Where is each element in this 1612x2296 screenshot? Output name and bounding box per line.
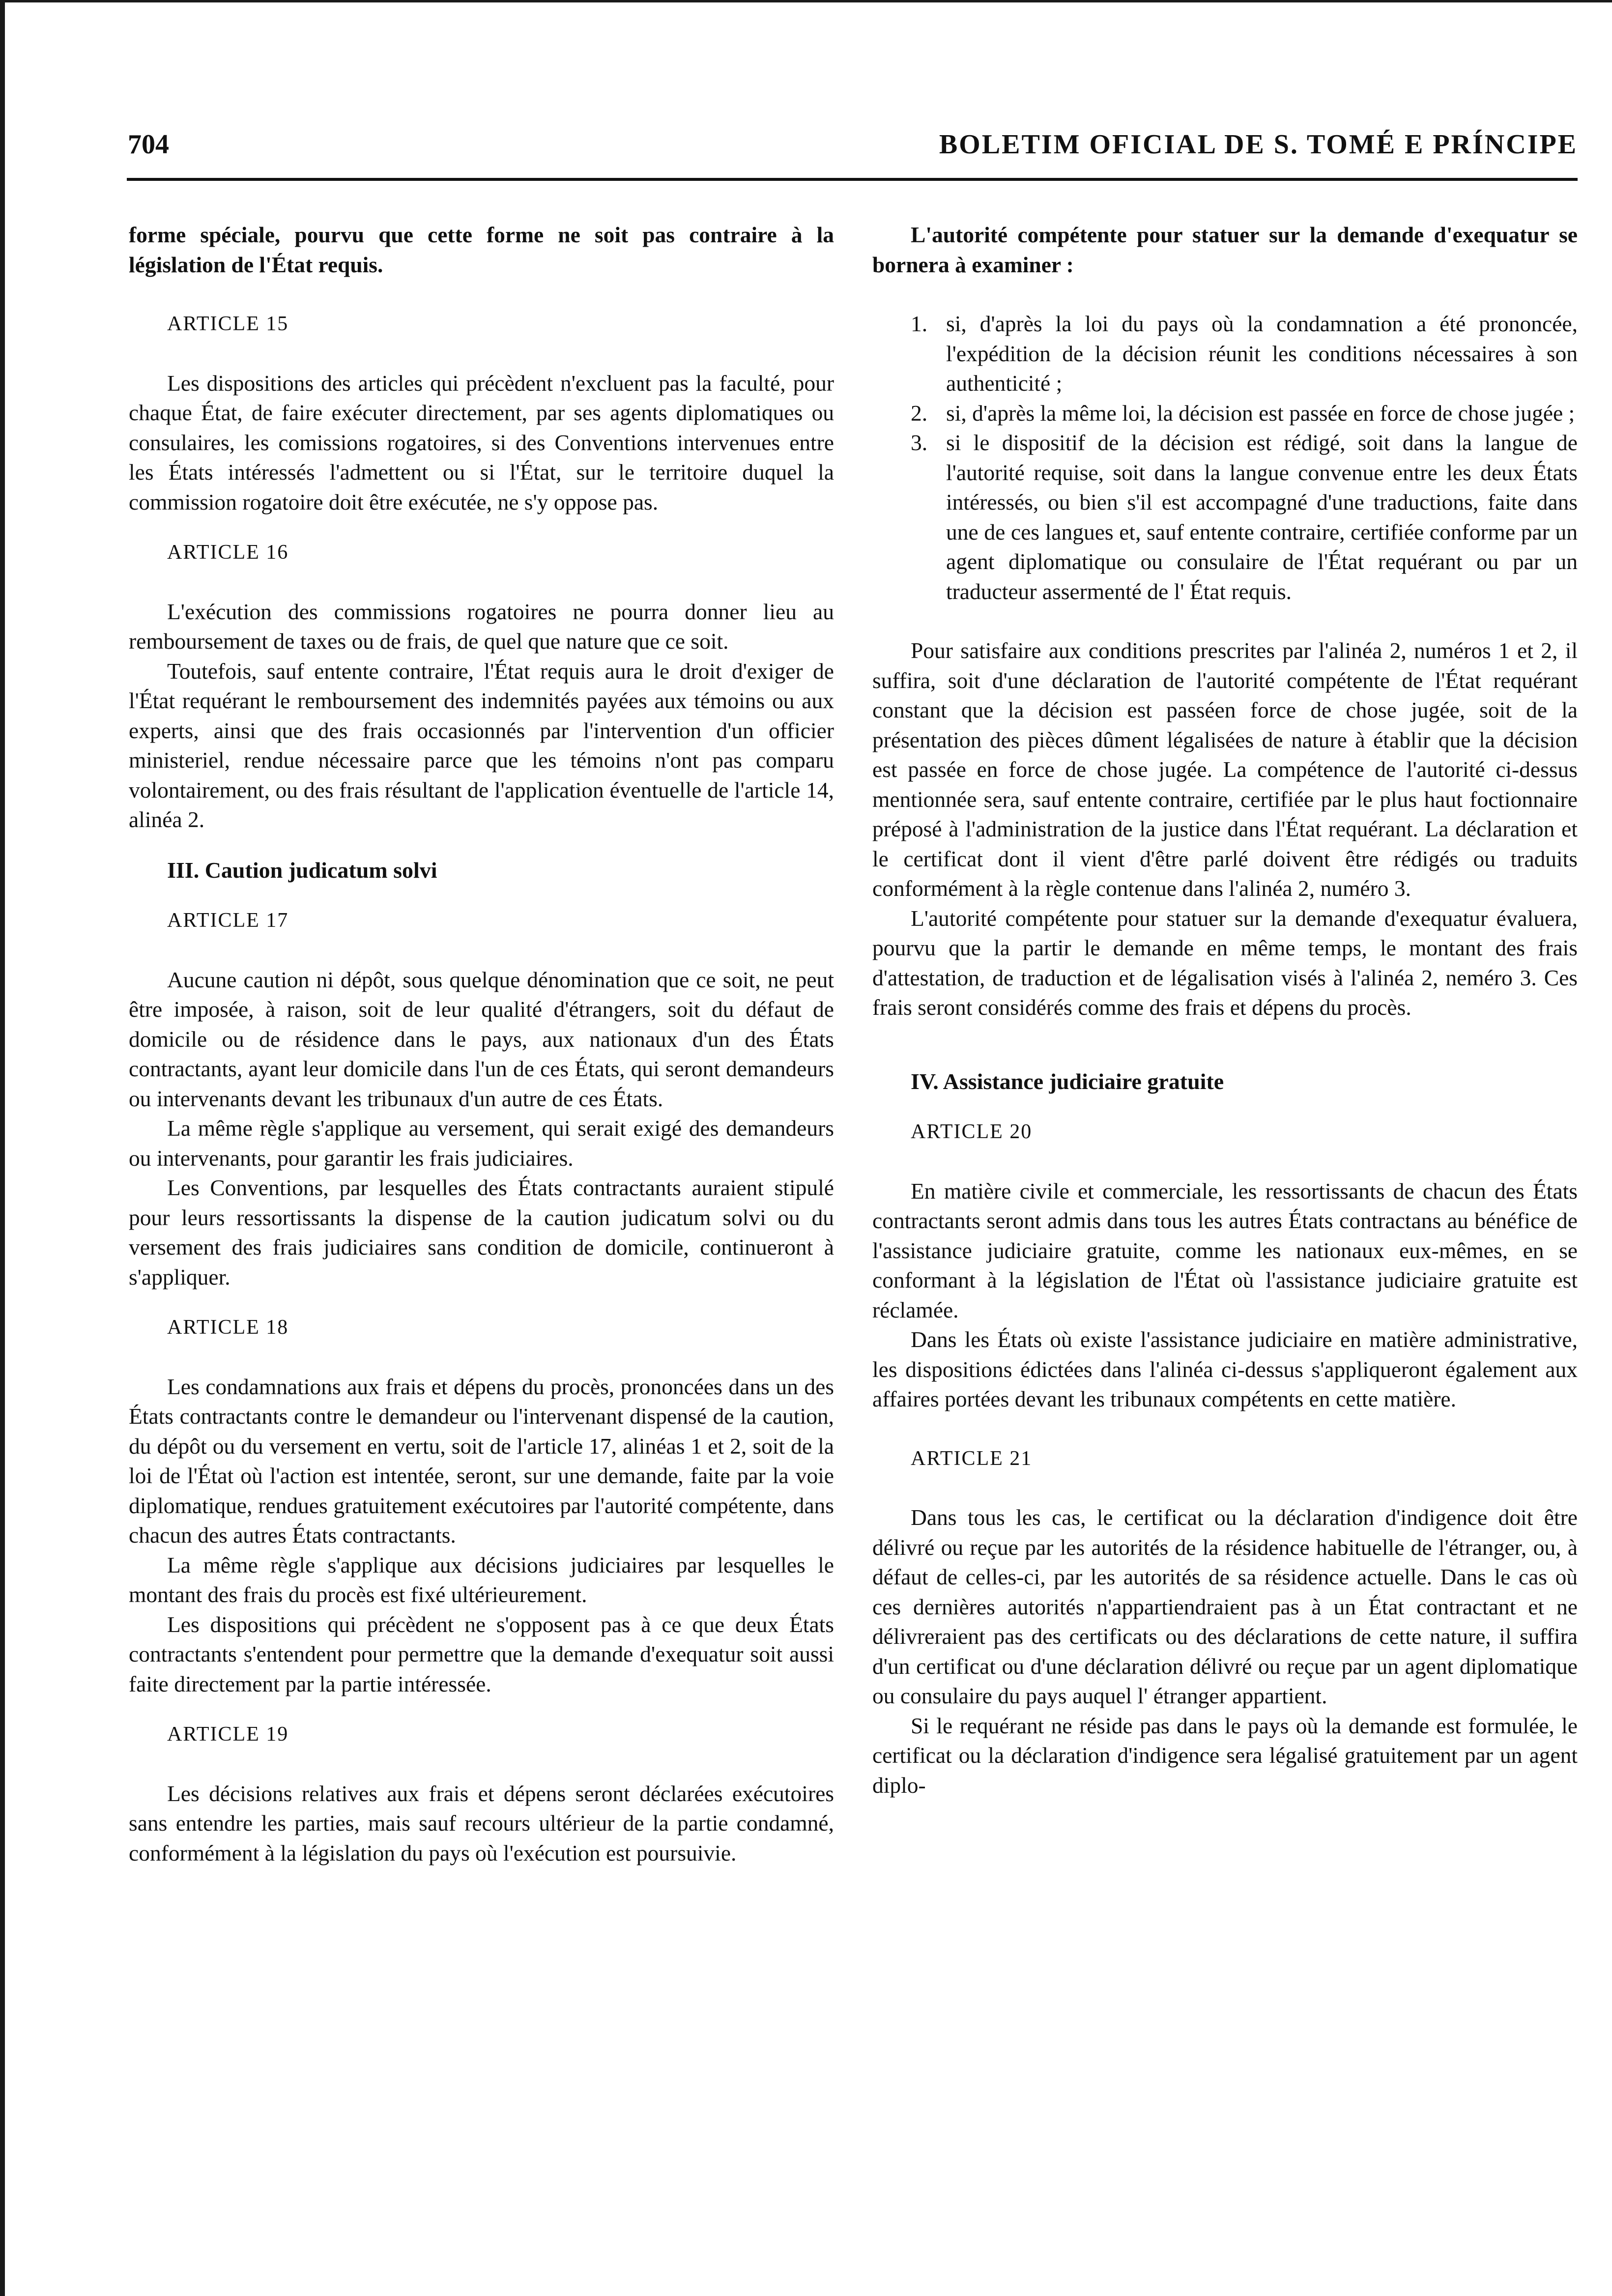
article-paragraph: Dans tous les cas, le certificat ou la déclaration d'indigence doit être délivré ou reçue par les autorités de la résidence habituelle de l'étranger, ou, à défaut de celles-ci, par les autorités de sa résidence actuelle. Dans le cas où ces dernières autorités n'appartiendraient pas à un État contractant et ne délivreraient pas des certificats ou des déclarations de cette nature, il suffira d'un certificat ou d'une déclaration délivré ou reçue par un agent diplomatique ou consulaire du pays auquel l' étranger appartient. bbox=[872, 1505, 1578, 1708]
article-paragraph: Aucune caution ni dépôt, sous quelque dénomination que ce soit, ne peut être imposée, à raison, soit de leur qualité d'étrangers, soit du défaut de domicile ou de résidence dans le pays, aux nationaux d'un des États contractants, ayant leur domicile dans l'un de ces États, qui seront demandeurs ou intervenants devant les tribunaux d'un autre de ces États. bbox=[129, 967, 834, 1111]
scan-top-edge bbox=[0, 0, 1612, 2]
item-text: si, d'après la loi du pays où la condamnation a été prononcée, l'expédition de la décision réunit les conditions nécessaires à son authenticité ; bbox=[946, 311, 1578, 396]
article-heading: ARTICLE 19 bbox=[167, 1723, 289, 1746]
list-item bbox=[872, 309, 1578, 399]
section-title: III. Caution judicatum solvi bbox=[167, 857, 437, 883]
article-paragraph: La même règle s'applique aux décisions judiciaires par lesquelles le montant des frais du procès est fixé ultérieurement. bbox=[129, 1552, 834, 1607]
item-text: si, d'après la même loi, la décision est passée en force de chose jugée ; bbox=[946, 400, 1575, 426]
journal-title: BOLETIM OFICIAL DE S. TOMÉ E PRÍNCIPE bbox=[939, 129, 1578, 160]
article-paragraph: Les dispositions des articles qui précèdent n'excluent pas la faculté, pour chaque État, de faire exécuter directement, par ses agents diplomatiques ou consulaires, les comissions rogatoires, si des Conventions intervenues entre les États intéressés l'admettent ou si l'État, sur le territoire duquel la commission rogatoire doit être exécutée, ne s'y oppose pas. bbox=[129, 370, 834, 515]
item-number: 1. bbox=[911, 311, 928, 336]
scan-left-edge bbox=[0, 0, 5, 2296]
section-title: IV. Assistance judiciaire gratuite bbox=[911, 1068, 1224, 1094]
article-paragraph: La même règle s'applique au versement, qui serait exigé des demandeurs ou intervenants, pour garantir les frais judiciaires. bbox=[129, 1116, 834, 1171]
article-heading: ARTICLE 16 bbox=[167, 541, 289, 564]
article-heading: ARTICLE 21 bbox=[911, 1447, 1033, 1470]
item-number: 3. bbox=[911, 430, 928, 455]
article-paragraph: L'exécution des commissions rogatoires ne pourra donner lieu au remboursement de taxes ou de frais, de quel que nature que ce soit. bbox=[129, 599, 834, 654]
page-number: 704 bbox=[128, 129, 169, 160]
article-paragraph: L'autorité compétente pour statuer sur la demande d'exequatur évaluera, pourvu que la partir le demande en même temps, le montant des frais d'attestation, de traduction et de légalisation visés à l'alinéa 2, neméro 3. Ces frais seront considérés comme des frais et dépens du procès. bbox=[872, 905, 1578, 1020]
list-item bbox=[872, 399, 1578, 429]
conditions-list bbox=[872, 309, 1578, 606]
item-number: 2. bbox=[911, 400, 928, 426]
article-paragraph: En matière civile et commerciale, les ressortissants de chacun des États contractants seront admis dans tous les autres États contractans au bénéfice de l'assistance judiciaire gratuite, comme les nationaux eux-mêmes, en se conformant à la législation de l'État où l'assistance judiciaire gratuite est réclamée. bbox=[872, 1178, 1578, 1322]
article-heading: ARTICLE 18 bbox=[167, 1316, 289, 1339]
intro-paragraph: L'autorité compétente pour statuer sur la demande d'exequatur se bornera à examiner : bbox=[872, 222, 1578, 277]
article-paragraph: Toutefois, sauf entente contraire, l'État requis aura le droit d'exiger de l'État requérant le remboursement des indemnités payées aux témoins ou aux experts, ainsi que des frais occasionnés par l'intervention d'un officier ministeriel, rendue nécessaire parce que les témoins n'ont pas comparu volontairement, ou des frais résultant de l'application éventuelle de l'article 14, alinéa 2. bbox=[129, 658, 834, 832]
article-paragraph: Dans les États où existe l'assistance judiciaire en matière administrative, les dispositions édictées dans l'alinéa ci-dessus s'appliqueront également aux affaires portées devant les tribunaux compétents en cette matière. bbox=[872, 1327, 1578, 1411]
item-text: si le dispositif de la décision est rédigé, soit dans la langue de l'autorité requise, soit dans la langue convenue entre les deux États intéressés, ou bien s'il est accompagné d'une traductions, faite dans une de ces langues et, sauf entente contraire, certifiée conforme par un agent diplomatique ou consulaire de l'État requérant ou par un traducteur assermenté de l' État requis. bbox=[946, 430, 1578, 604]
article-paragraph: Si le requérant ne réside pas dans le pays où la demande est formulée, le certificat ou la déclaration d'indigence sera légalisé gratuitement par un agent diplo- bbox=[872, 1713, 1578, 1798]
article-heading: ARTICLE 17 bbox=[167, 909, 289, 932]
article-heading: ARTICLE 15 bbox=[167, 313, 289, 335]
article-paragraph: Pour satisfaire aux conditions prescrites par l'alinéa 2, numéros 1 et 2, il suffira, soit d'une déclaration de l'autorité compétente de l'État requérant constant que la décision est passéen force de chose jugée, soit de la présentation des pièces dûment légalisées de nature à établir que la décision est passée en force de chose jugée. La compétence de l'autorité ci-dessus mentionnée sera, sauf entente contraire, certifiée par le plus haut foctionnaire préposé à l'administration de la justice dans l'État requérant. La déclaration et le certificat dont il vient d'être parlé doivent être rédigés ou traduits conformément à la règle contenue dans l'alinéa 2, numéro 3. bbox=[872, 638, 1578, 901]
list-item bbox=[872, 428, 1578, 606]
header-rule bbox=[127, 178, 1578, 181]
article-paragraph: Les condamnations aux frais et dépens du procès, prononcées dans un des États contractants contre le demandeur ou l'intervenant dispensé de la caution, du dépôt ou du versement en vertu, soit de l'article 17, alinéas 1 et 2, soit de la loi de l'État où l'action est intentée, seront, sur une demande, faite par la voie diplomatique, rendues gratuitement exécutoires par l'autorité compétente, dans chacun des autres États contractants. bbox=[129, 1374, 834, 1548]
left-column bbox=[129, 220, 834, 1868]
continuation-paragraph: forme spéciale, pourvu que cette forme ne soit pas contraire à la législation de l'État requis. bbox=[129, 222, 834, 277]
article-heading: ARTICLE 20 bbox=[911, 1120, 1033, 1143]
article-paragraph: Les décisions relatives aux frais et dépens seront déclarées exécutoires sans entendre les parties, mais sauf recours ultérieur de la partie condamné, conformément à la législation du pays où l'exécution est poursuivie. bbox=[129, 1780, 834, 1866]
right-column bbox=[872, 220, 1578, 1800]
page-header bbox=[128, 129, 1578, 163]
article-paragraph: Les dispositions qui précèdent ne s'opposent pas à ce que deux États contractants s'entendent pour permettre que la demande d'exequatur soit aussi faite directement par la partie intéressée. bbox=[129, 1611, 834, 1696]
article-paragraph: Les Conventions, par lesquelles des États contractants auraient stipulé pour leurs ressortissants la dispense de la caution judicatum solvi ou du versement des frais judiciaires sans condition de domicile, continueront à s'appliquer. bbox=[129, 1175, 834, 1290]
